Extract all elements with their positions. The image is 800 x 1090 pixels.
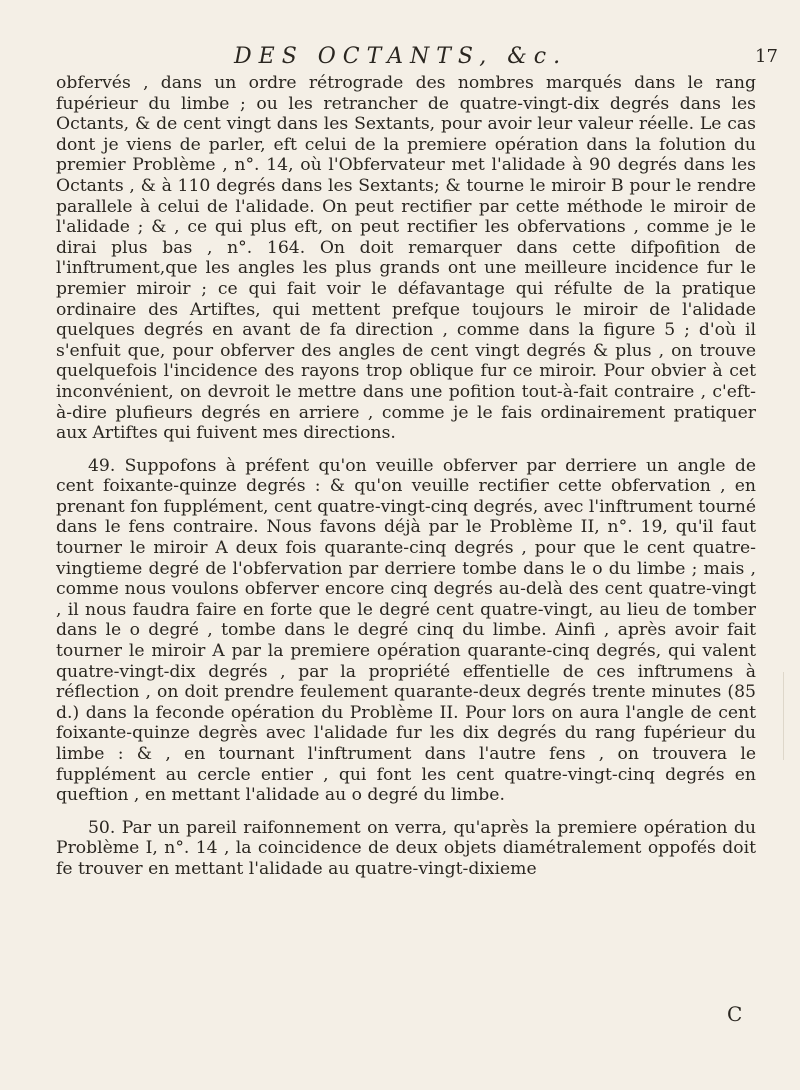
paragraph-50: 50. Par un pareil raifonnement on verra, qu'après la premiere opération du Problème I, n°. 14 , la coincidence de deux objets diamétralement oppofés doit fe trouver en mettant l'alidade au quatre-vingt-dixieme [56,817,756,879]
paragraph-continuation: obfervés , dans un ordre rétrograde des nombres marqués dans le rang fupérieur du limbe ; ou les retrancher de quatre-vingt-dix degrés dans les Octants, & de cent vingt dans les Sextants, pour avoir leur valeur réelle. Le cas dont je viens de parler, eft celui de la premiere opération dans la folution du premier Problème , n°. 14, où l'Obfervateur met l'alidade à 90 degrés dans les Octants , & à 110 degrés dans les Sextants; & tourne le miroir B pour le rendre parallele à celui de l'alidade. On peut rectifier par cette méthode le miroir de l'alidade ; & , ce qui plus eft, on peut rectifier les obfervations , comme je le dirai plus bas , n°. 164. On doit remarquer dans cette difpofition de l'inftrument,que les angles les plus grands ont une meilleure incidence fur le premier miroir ; ce qui fait voir le défavantage qui réfulte de la pratique ordinaire des Artiftes, qui mettent prefque toujours le miroir de l'alidade quelques degrés en avant de fa direction , comme dans la figure 5 ; d'où il s'enfuit que, pour obferver des angles de cent vingt degrés & plus , on trouve quelquefois l'incidence des rayons trop oblique fur ce miroir. Pour obvier à cet inconvénient, on devroit le mettre dans une pofition tout-à-fait contraire , c'eft-à-dire plufieurs degrés en arriere , comme je le fais ordinairement pratiquer aux Artiftes qui fuivent mes directions. [56,73,756,444]
page-edge-shadow [783,672,798,760]
signature-mark: C [727,1002,743,1026]
body-text [56,73,756,880]
paragraph-49: 49. Suppofons à préfent qu'on veuille obferver par derriere un angle de cent foixante-quinze degrés : & qu'on veuille rectifier cette obfervation , en prenant fon fupplément, cent quatre-vingt-cinq degrés, avec l'inftrument tourné dans le fens contraire. Nous favons déjà par le Problème II, n°. 19, qu'il faut tourner le miroir A deux fois quarante-cinq degrés , pour que le cent quatre-vingtieme degré de l'obfervation par derriere tombe dans le o du limbe ; mais , comme nous voulons obferver encore cinq degrés au-delà des cent quatre-vingt , il nous faudra faire en forte que le degré cent quatre-vingt, au lieu de tomber dans le o degré , tombe dans le degré cinq du limbe. Ainfi , après avoir fait tourner le miroir A par la premiere opération quarante-cinq degrés, qui valent quatre-vingt-dix degrés , par la propriété effentielle de ces inftrumens à réflection , on doit prendre feulement quarante-deux degrés trente minutes (85 d.) dans la feconde opération du Problème II. Pour lors on aura l'angle de cent foixante-quinze degrès avec l'alidade fur les dix degrés du rang fupérieur du limbe : & , en tournant l'inftrument dans l'autre fens , on trouvera le fupplément au cercle entier , qui font les cent quatre-vingt-cinq degrés en queftion , en mettant l'alidade au o degré du limbe. [56,455,756,806]
running-head: DES OCTANTS, &c. [234,44,568,69]
page-number: 17 [755,46,778,67]
